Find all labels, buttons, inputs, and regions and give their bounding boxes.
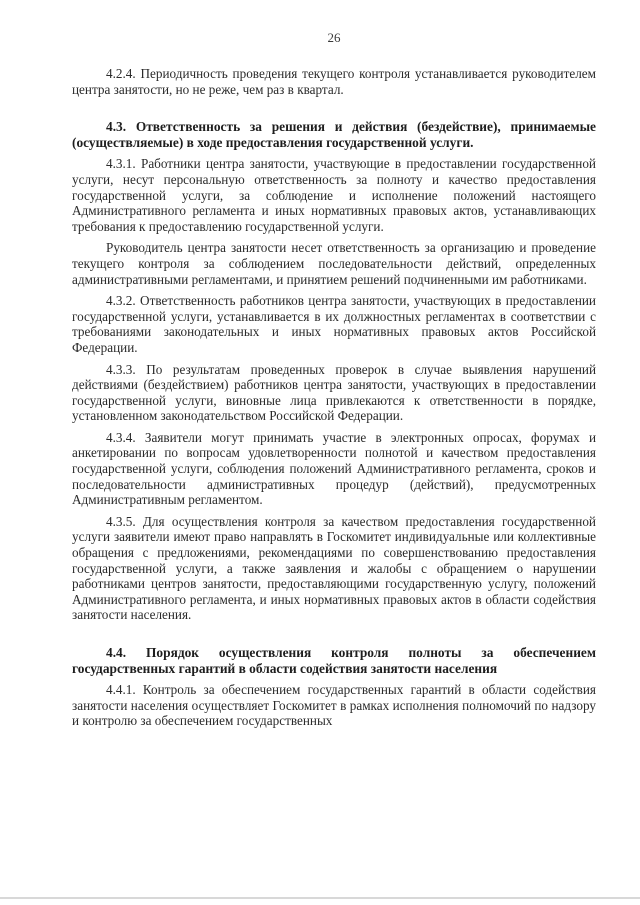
page-number: 26: [327, 30, 341, 45]
paragraph-4-2-4: 4.2.4. Периодичность проведения текущего контроля устанавливается руководителем центра занятости, но не реже, чем раз в квартал.: [72, 66, 596, 97]
paragraph-4-3-4: 4.3.4. Заявители могут принимать участие в электронных опросах, форумах и анкетировании по вопросам удовлетворенности полнотой и качеством предоставления государственной услуги, соблюдения положений Административного регламента, сроков и последовательности административных процедур (действий), предусмотренных Административным регламентом.: [72, 429, 596, 508]
section-heading-4-4: 4.4. Порядок осуществления контроля полноты за обеспечением государственных гарантий в области содействия занятости населения: [72, 645, 596, 676]
paragraph-4-3-5: 4.3.5. Для осуществления контроля за качеством предоставления государственной услуги заявители имеют право направлять в Госкомитет индивидуальные или коллективные обращения с предложениями, рекомендациями по совершенствованию предоставления государственной услуги, а также заявления и жалобы с обращением о нарушении работниками центров занятости, предоставляющими государственную услугу, положений Административного регламента, и иных нормативных правовых актов в области содействия занятости населения.: [72, 513, 596, 623]
paragraph-4-3-1-cont: Руководитель центра занятости несет ответственность за организацию и проведение текущего контроля за соблюдением последовательности действий, определенных административными регламентами, и принятием решений подчиненными им работниками.: [72, 240, 596, 287]
section-heading-4-3: 4.3. Ответственность за решения и действия (бездействие), принимаемые (осуществляемые) в ходе предоставления государственной услуги.: [72, 119, 596, 150]
scan-edge-line: [0, 897, 640, 899]
paragraph-4-4-1: 4.4.1. Контроль за обеспечением государственных гарантий в области содействия занятости населения осуществляет Госкомитет в рамках исполнения полномочий по надзору и контролю за обеспечением государственных: [72, 682, 596, 729]
paragraph-4-3-2: 4.3.2. Ответственность работников центра занятости, участвующих в предоставлении государственной услуги, устанавливается в их должностных регламентах в соответствии с требованиями законодательных и иных нормативных правовых актов Российской Федерации.: [72, 293, 596, 355]
paragraph-4-3-1: 4.3.1. Работники центра занятости, участвующие в предоставлении государственной услуги, несут персональную ответственность за полноту и качество предоставления государственной услуги, за соблюдение и исполнение положений настоящего Административного регламента и иных нормативных правовых актов, устанавливающих требования к предоставлению государственной услуги.: [72, 156, 596, 234]
paragraph-4-3-3: 4.3.3. По результатам проведенных проверок в случае выявления нарушений действиями (бездействием) работников центра занятости, участвующих в предоставлении государственной услуги, виновные лица привлекаются к ответственности в порядке, установленном законодательством Российской Федерации.: [72, 361, 596, 424]
